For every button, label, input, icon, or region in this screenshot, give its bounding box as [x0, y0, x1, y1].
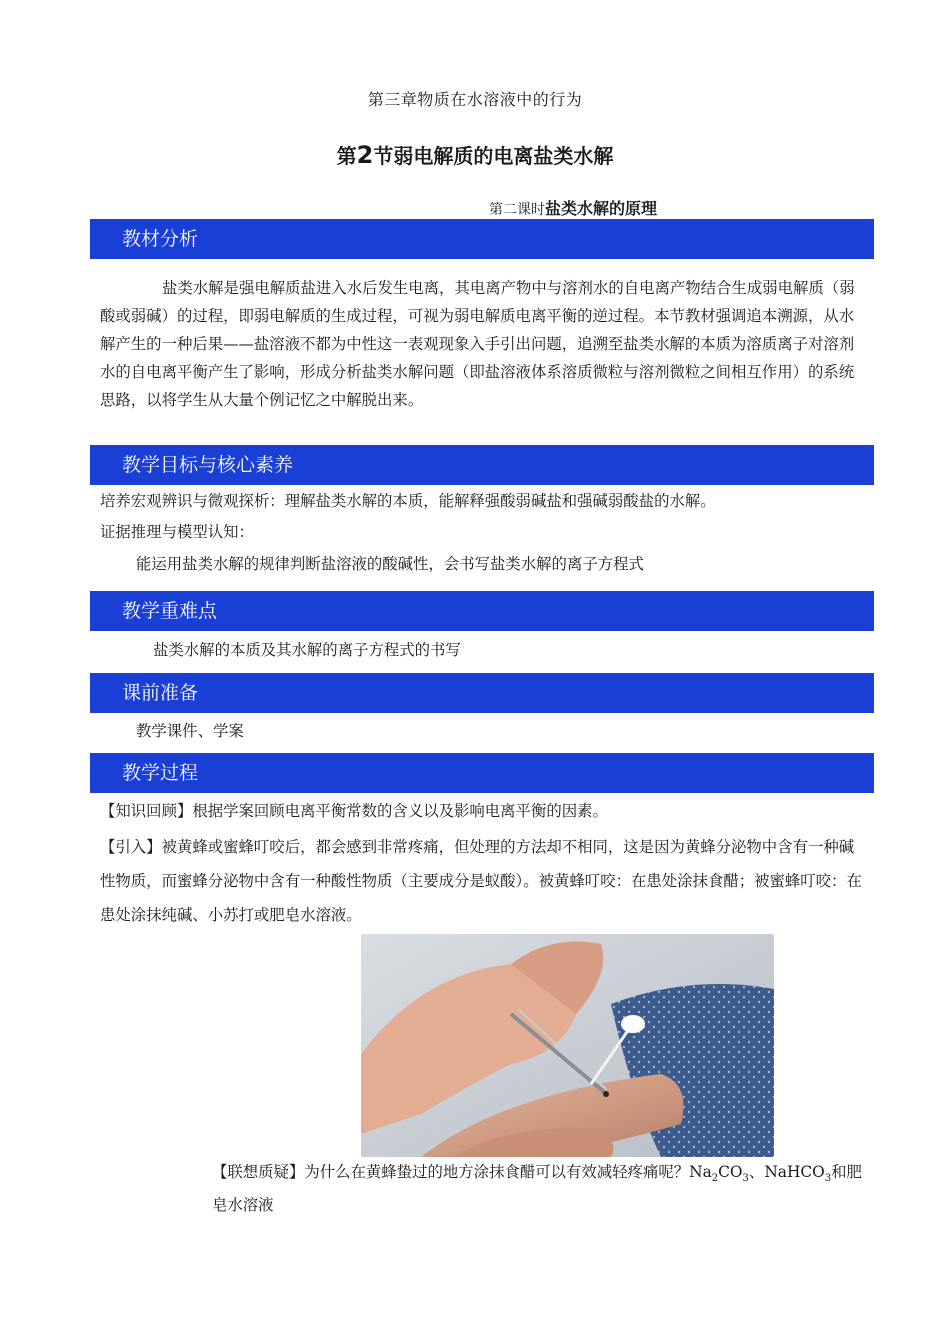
section-header-process: 教学过程	[90, 753, 874, 793]
section-header-preparation: 课前准备	[90, 673, 874, 713]
lesson-topic: 盐类水解的原理	[545, 199, 658, 218]
key-points-text: 盐类水解的本质及其水解的离子方程式的书写	[153, 641, 461, 659]
section-header-analysis: 教材分析	[90, 219, 874, 259]
chapter-title: 第三章物质在水溶液中的行为	[367, 90, 583, 109]
subscript-2: 3	[742, 1173, 749, 1185]
question-text-d: 和肥皂水溶液	[212, 1163, 862, 1215]
goal-line-1: 培养宏观辨识与微观探析：理解盐类水解的本质，能解释强酸弱碱盐和强碱弱酸盐的水解。	[100, 492, 716, 510]
question-text-b: CO	[718, 1163, 743, 1181]
section-number: 2	[356, 141, 374, 169]
section-title-suffix: 节弱电解质的电离盐类水解	[373, 144, 614, 168]
bee-sting-photo	[361, 934, 774, 1157]
subscript-1: 2	[711, 1173, 719, 1185]
knowledge-review-text: 【知识回顾】根据学案回顾电离平衡常数的含义以及影响电离平衡的因素。	[100, 802, 608, 820]
intro-paragraph: 【引入】被黄蜂或蜜蜂叮咬后，都会感到非常疼痛，但处理的方法却不相同，这是因为黄蜂分泌物中含有一种碱性物质，而蜜蜂分泌物中含有一种酸性物质（主要成分是蚁酸）。被黄蜂叮咬：在患处涂抹食醋；被蜜蜂叮咬：在患处涂抹纯碱、小苏打或肥皂水溶液。	[100, 838, 862, 924]
lesson-label: 第二课时	[489, 202, 545, 218]
goal-line-2: 证据推理与模型认知：	[100, 523, 254, 541]
analysis-paragraph: 盐类水解是强电解质盐进入水后发生电离，其电离产物中与溶剂水的自电离产物结合生成弱电解质（弱酸或弱碱）的过程，即弱电解质的生成过程，可视为弱电解质电离平衡的逆过程。本节教材强调追本溯源，从水解产生的一种后果——盐溶液不都为中性这一表观现象入手引出问题，追溯至盐类水解的本质为溶质离子对溶剂水的自电离平衡产生了影响，形成分析盐类水解问题（即盐溶液体系溶质微粒与溶剂微粒之间相互作用）的系统思路，以将学生从大量个例记忆之中解脱出来。	[100, 279, 855, 409]
preparation-text: 教学课件、学案	[136, 722, 244, 740]
section-header-key-points: 教学重难点	[90, 591, 874, 631]
bee-sting-illustration	[361, 934, 774, 1157]
section-title-prefix: 第	[336, 144, 357, 168]
question-text-c: 、NaHCO	[748, 1163, 825, 1181]
section-title	[0, 140, 950, 169]
subscript-3: 3	[824, 1173, 832, 1185]
section-header-goals: 教学目标与核心素养	[90, 445, 874, 485]
goal-line-3: 能运用盐类水解的规律判断盐溶液的酸碱性，会书写盐类水解的离子方程式	[136, 555, 644, 573]
lesson-title	[489, 196, 657, 219]
question-text-a: 【联想质疑】为什么在黄蜂蛰过的地方涂抹食醋可以有效减轻疼痛呢？Na	[212, 1163, 712, 1181]
question-paragraph	[212, 1159, 872, 1218]
